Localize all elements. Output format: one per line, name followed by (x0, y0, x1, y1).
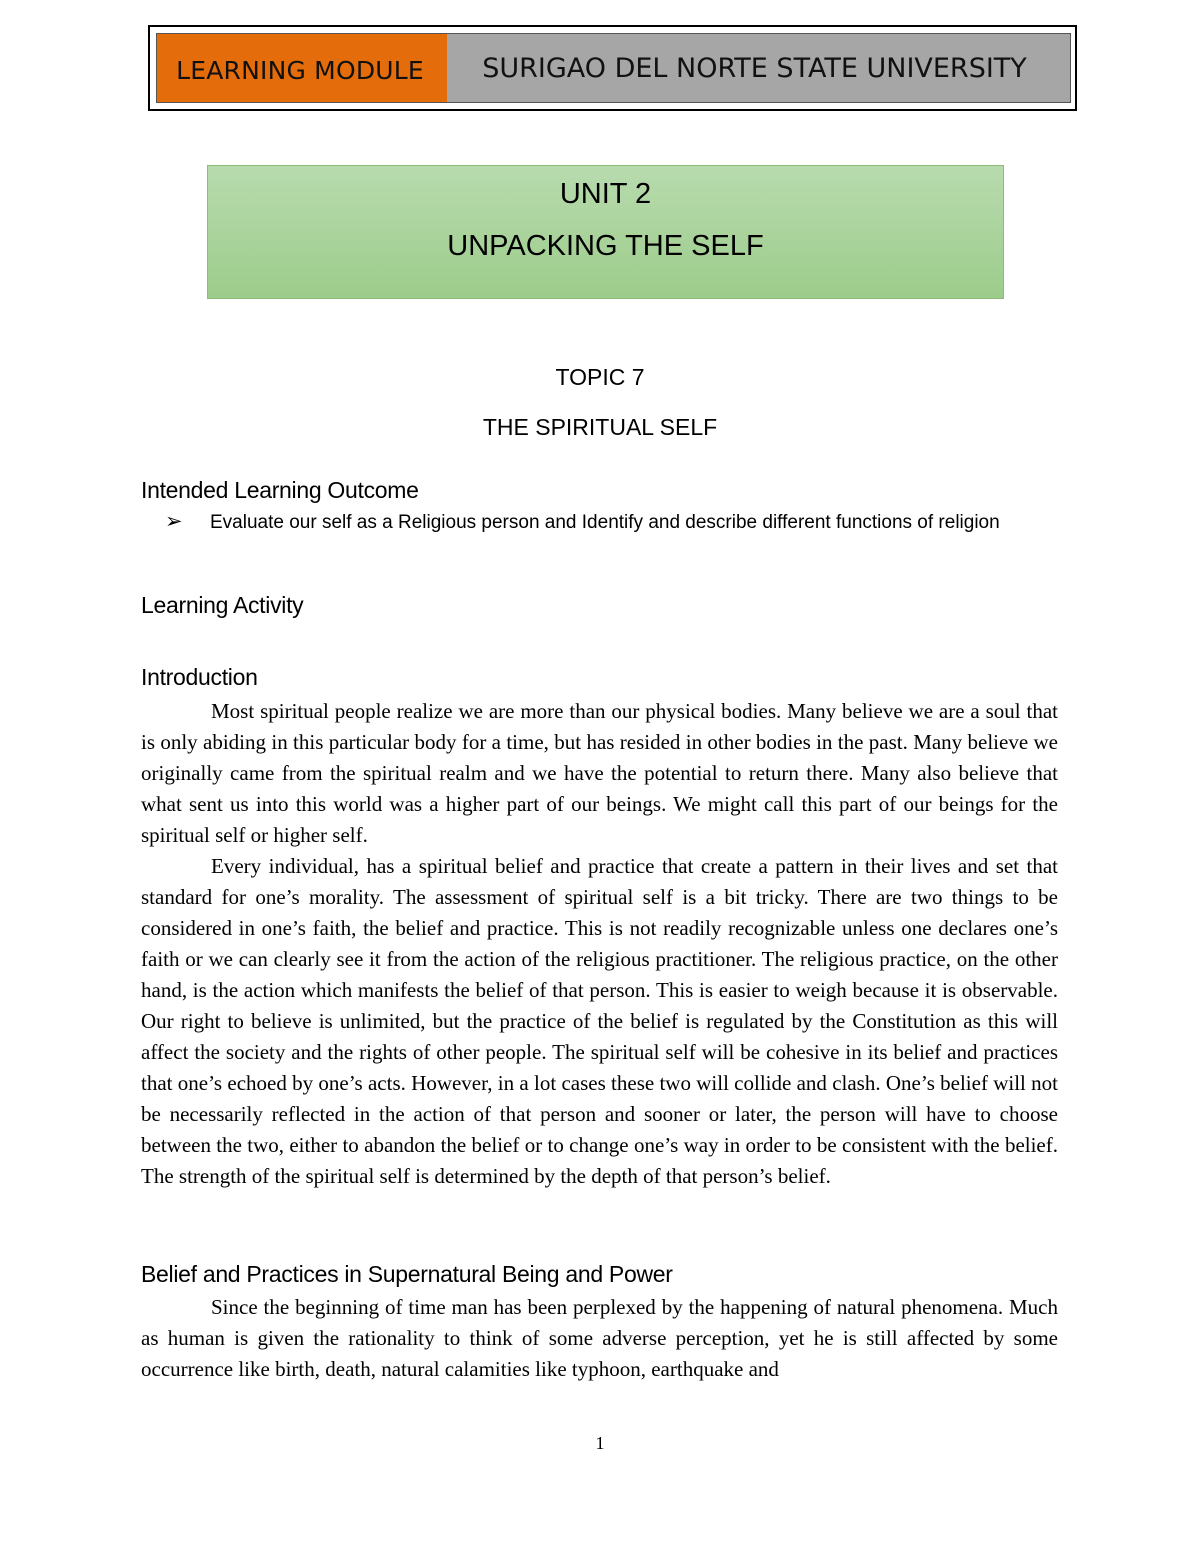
arrow-bullet-icon: ➢ (165, 510, 183, 533)
supernatural-body (141, 1292, 1058, 1385)
university-name: SURIGAO DEL NORTE STATE UNIVERSITY (447, 34, 1070, 102)
topic-number: TOPIC 7 (555, 364, 645, 390)
supernatural-heading: Belief and Practices in Supernatural Being and Power (141, 1261, 673, 1287)
unit-number: UNIT 2 (559, 178, 652, 210)
outcome-text: Evaluate our self as a Religious person and Identify and describe different functions of religion (210, 512, 1000, 533)
page-number: 1 (595, 1433, 605, 1453)
unit-title-box (207, 165, 1004, 299)
module-header-banner (148, 25, 1077, 111)
unit-title: UNPACKING THE SELF (447, 230, 764, 262)
introduction-paragraph-1: Most spiritual people realize we are more than our physical bodies. Many believe we are a soul that is only abiding in this particular body for a time, but has resided in other bodies in the past. Many believe we originally came from the spiritual realm and we have the potential to return there. Many also believe that what sent us into this world was a higher part of our beings. We might call this part of our beings for the spiritual self or higher self. (141, 699, 1058, 847)
introduction-paragraph-2: Every individual, has a spiritual belief and practice that create a pattern in their lives and set that standard for one’s morality. The assessment of spiritual self is a bit tricky. There are two things to be considered in one’s faith, the belief and practice. This is not readily recognizable unless one declares one’s faith or we can clearly see it from the action of the religious practitioner. The religious practice, on the other hand, is the action which manifests the belief of that person. This is easier to weigh because it is observable. Our right to believe is unlimited, but the practice of the belief is regulated by the Constitution as this will affect the society and the rights of other people. The spiritual self will be cohesive in its belief and practices that one’s echoed by one’s acts. However, in a lot cases these two will collide and clash. One’s belief will not be necessarily reflected in the action of that person and sooner or later, the person will have to choose between the two, either to abandon the belief or to change one’s way in order to be consistent with the belief. The strength of the spiritual self is determined by the depth of that person’s belief. (141, 854, 1058, 1188)
topic-title: THE SPIRITUAL SELF (482, 414, 718, 440)
supernatural-paragraph: Since the beginning of time man has been perplexed by the happening of natural phenomena. Much as human is given the rationality to think of some adverse perception, yet he is still affected by some occurrence like birth, death, natural calamities like typhoon, earthquake and (141, 1295, 1058, 1381)
module-header-inner (156, 33, 1071, 103)
outcome-heading: Intended Learning Outcome (141, 477, 419, 503)
activity-heading: Learning Activity (141, 592, 304, 618)
learning-module-label: LEARNING MODULE (157, 34, 447, 102)
introduction-body (141, 696, 1058, 1192)
introduction-heading: Introduction (141, 664, 258, 690)
